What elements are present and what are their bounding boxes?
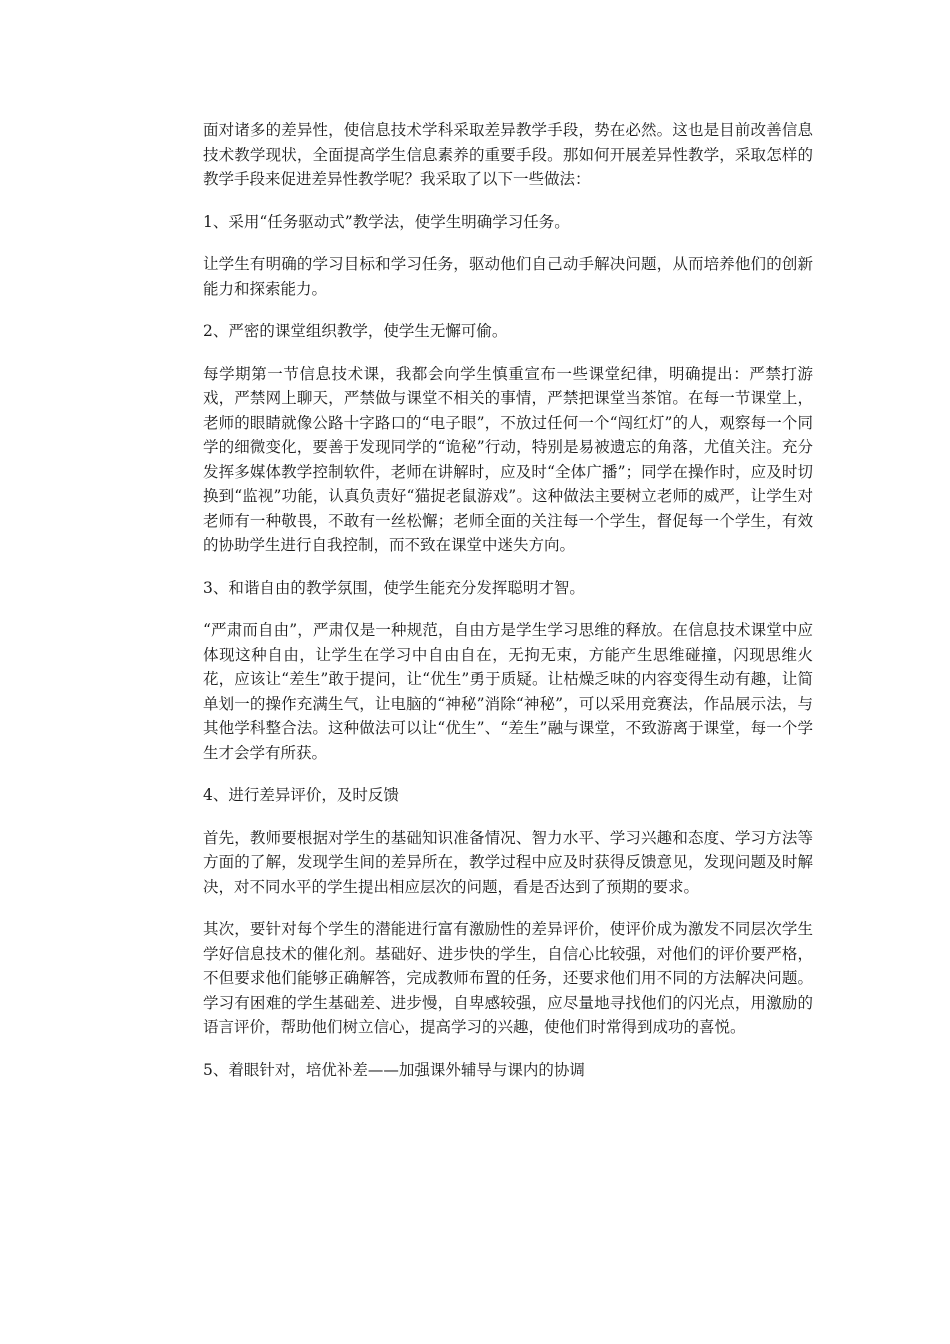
section-heading-5: 5、着眼针对，培优补差——加强课外辅导与课内的协调 [203,1060,585,1079]
intro-paragraph: 面对诸多的差异性，使信息技术学科采取差异教学手段，势在必然。这也是目前改善信息技术教学现状，全面提高学生信息素养的重要手段。那如何开展差异性教学，采取怎样的教学手段来促进差异性教学呢？我采取了以下一些做法： [203,121,813,188]
section-2-paragraph: 每学期第一节信息技术课，我都会向学生慎重宣布一些课堂纪律，明确提出：严禁打游戏，严禁网上聊天，严禁做与课堂不相关的事情，严禁把课堂当茶馆。在每一节课堂上，老师的眼睛就像公路十字路口的“电子眼”，不放过任何一个“闯红灯”的人，观察每一个同学的细微变化，要善于发现同学的“诡秘”行动，特别是易被遗忘的角落，尤值关注。充分发挥多媒体教学控制软件，老师在讲解时，应及时“全体广播”；同学在操作时，应及时切换到“监视”功能，认真负责好“猫捉老鼠游戏”。这种做法主要树立老师的威严，让学生对老师有一种敬畏，不敢有一丝松懈；老师全面的关注每一个学生，督促每一个学生，有效的协助学生进行自我控制，而不致在课堂中迷失方向。 [203,364,813,554]
section-heading-3: 3、和谐自由的教学氛围，使学生能充分发挥聪明才智。 [203,578,585,597]
section-heading-4: 4、进行差异评价，及时反馈 [203,786,399,804]
section-3-paragraph: “严肃而自由”，严肃仅是一种规范，自由方是学生学习思维的释放。在信息技术课堂中应体现这种自由，让学生在学习中自由自在，无拘无束，方能产生思维碰撞，闪现思维火花，应该让“差生”敢于提问，让“优生”勇于质疑。让枯燥乏味的内容变得生动有趣，让简单划一的操作充满生气，让电脑的“神秘”消除“神秘”，可以采用竞赛法，作品展示法，与其他学科整合法。这种做法可以让“优生”、“差生”融与课堂，不致游离于课堂，每一个学生才会学有所获。 [203,621,813,762]
section-4-paragraph-1: 首先，教师要根据对学生的基础知识准备情况、智力水平、学习兴趣和态度、学习方法等方面的了解，发现学生间的差异所在，教学过程中应及时获得反馈意见，发现问题及时解决，对不同水平的学生提出相应层次的问题，看是否达到了预期的要求。 [203,828,813,896]
section-heading-2: 2、严密的课堂组织教学，使学生无懈可偷。 [203,322,508,340]
section-heading-1: 1、采用“任务驱动式”教学法，使学生明确学习任务。 [203,212,570,231]
document-body [203,118,813,1100]
section-4-paragraph-2: 其次，要针对每个学生的潜能进行富有激励性的差异评价，使评价成为激发不同层次学生学好信息技术的催化剂。基础好、进步快的学生，自信心比较强，对他们的评价要严格，不但要求他们能够正确解答，完成教师布置的任务，还要求他们用不同的方法解决问题。学习有困难的学生基础差、进步慢，自卑感较强，应尽量地寻找他们的闪光点，用激励的语言评价，帮助他们树立信心，提高学习的兴趣，使他们时常得到成功的喜悦。 [203,920,813,1036]
section-1-paragraph: 让学生有明确的学习目标和学习任务，驱动他们自己动手解决问题，从而培养他们的创新能力和探索能力。 [203,255,813,298]
